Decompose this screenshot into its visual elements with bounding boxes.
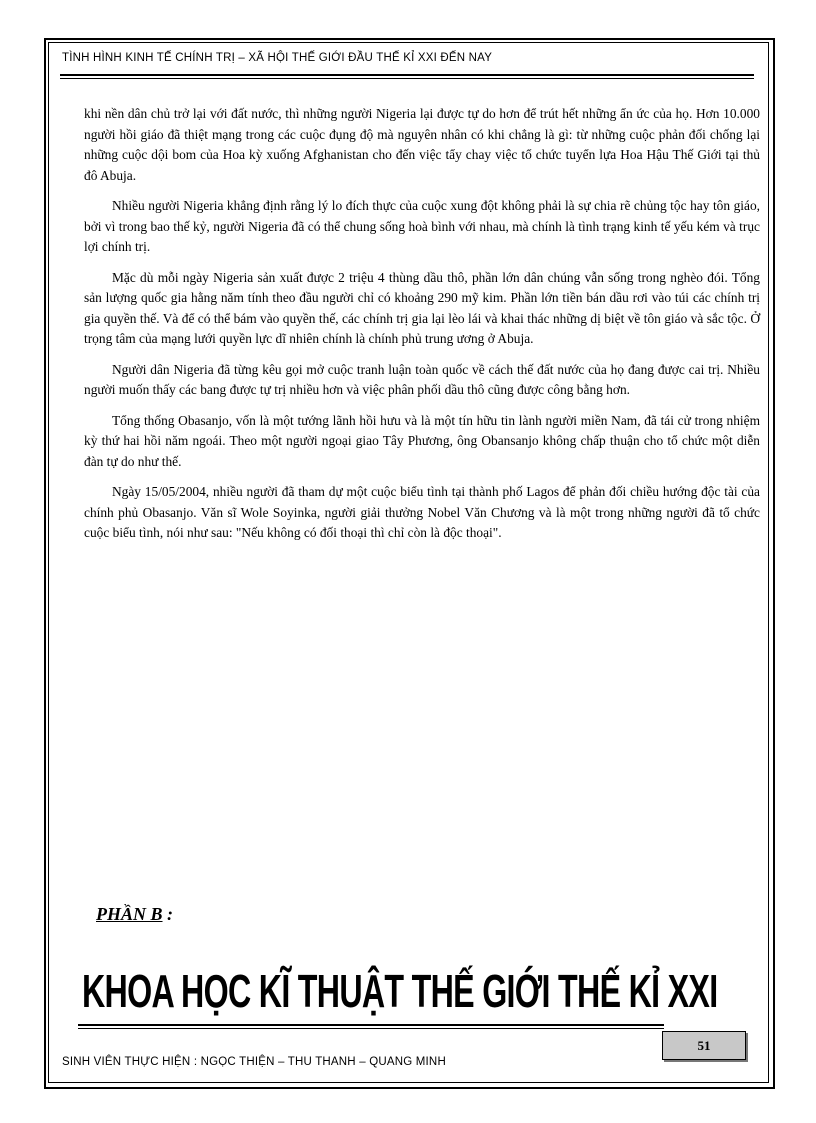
section-title: KHOA HỌC KĨ THUẬT THẾ GIỚI THẾ KỈ XXI: [82, 965, 718, 1017]
paragraph-5: Tổng thống Obasanjo, vốn là một tướng lãnh hồi hưu và là một tín hữu tin lành người miền Nam, đã tái cử trong nhiệm kỳ thứ hai hồi năm ngoái. Theo một người ngoại giao Tây Phương, ông Obansanjo không chấp thuận cho tổ chức một diễn đàn tự do như thế.: [84, 412, 760, 469]
part-heading: [96, 904, 173, 925]
footer-credit: SINH VIÊN THỰC HIỆN : NGỌC THIỆN – THU THANH – QUANG MINH: [62, 1056, 446, 1068]
page-number: 51: [697, 1037, 711, 1053]
footer-rule-thick: [78, 1024, 664, 1026]
page-number-box: [662, 1031, 746, 1060]
paragraph-2: Nhiều người Nigeria khẳng định rằng lý lo đích thực của cuộc xung đột không phải là sự chia rẽ chủng tộc hay tôn giáo, bởi vì trong bao thế kỷ, người Nigeria đã có thể chung sống hoà bình với nhau, mà chính là tình trạng kinh tế yếu kém và trục lợi chính trị.: [84, 198, 760, 254]
footer-rule-thin: [78, 1028, 664, 1029]
header-rule-thin: [60, 78, 754, 79]
paragraph-4: Người dân Nigeria đã từng kêu gọi mở cuộc tranh luận toàn quốc về cách thế đất nước của họ đang được cai trị. Nhiều người muốn thấy các bang được tự trị nhiều hơn và việc phân phối dầu thô cũng được công bằng hơn.: [84, 361, 760, 397]
paragraph-6: Ngày 15/05/2004, nhiều người đã tham dự một cuộc biểu tình tại thành phố Lagos để phản đối chiều hướng độc tài của chính phủ Obasanjo. Văn sĩ Wole Soyinka, người giải thưởng Nobel Văn Chương và là một trong những người đã tổ chức cuộc biểu tình, nói như sau: "Nếu không có đối thoại thì chỉ còn là độc thoại".: [84, 484, 760, 540]
header-rule-thick: [60, 74, 754, 76]
paragraph-3: Mặc dù mỗi ngày Nigeria sản xuất được 2 triệu 4 thùng dầu thô, phần lớn dân chúng vẫn sống trong nghèo đói. Tổng sản lượng quốc gia hằng năm tính theo đầu người chỉ có khoảng 290 mỹ kim. Phần lớn tiền bán dầu rơi vào túi các chính trị gia quyền thế. Và để có thể bám vào quyền thế, các chính trị gia lại lèo lái và khai thác những dị biệt về tôn giáo và sắc tộc. Ở trọng tâm của mạng lưới quyền lực dĩ nhiên chính là chính phủ trung ương ở Abuja.: [84, 269, 760, 346]
paragraph-1: khi nền dân chủ trở lại với đất nước, thì những người Nigeria lại được tự do hơn để trút hết những ẩn ức của họ. Hơn 10.000 người hồi giáo đã thiệt mạng trong các cuộc đụng độ mà nguyên nhân có khi chẳng là gì: từ những cuộc phản đối chống lại những cuộc dội bom của Hoa kỳ xuống Afghanistan cho đến việc tẩy chay việc tổ chức tuyển lựa Hoa Hậu Thế Giới tại thủ đô Abuja.: [84, 106, 760, 183]
running-header: TÌNH HÌNH KINH TẾ CHÍNH TRỊ – XÃ HỘI THẾ GIỚI ĐẦU THẾ KỈ XXI ĐẾN NAY: [62, 52, 493, 64]
part-label: PHẦN B: [96, 904, 163, 924]
body-text: [84, 104, 760, 554]
part-label-suffix: :: [162, 904, 174, 924]
